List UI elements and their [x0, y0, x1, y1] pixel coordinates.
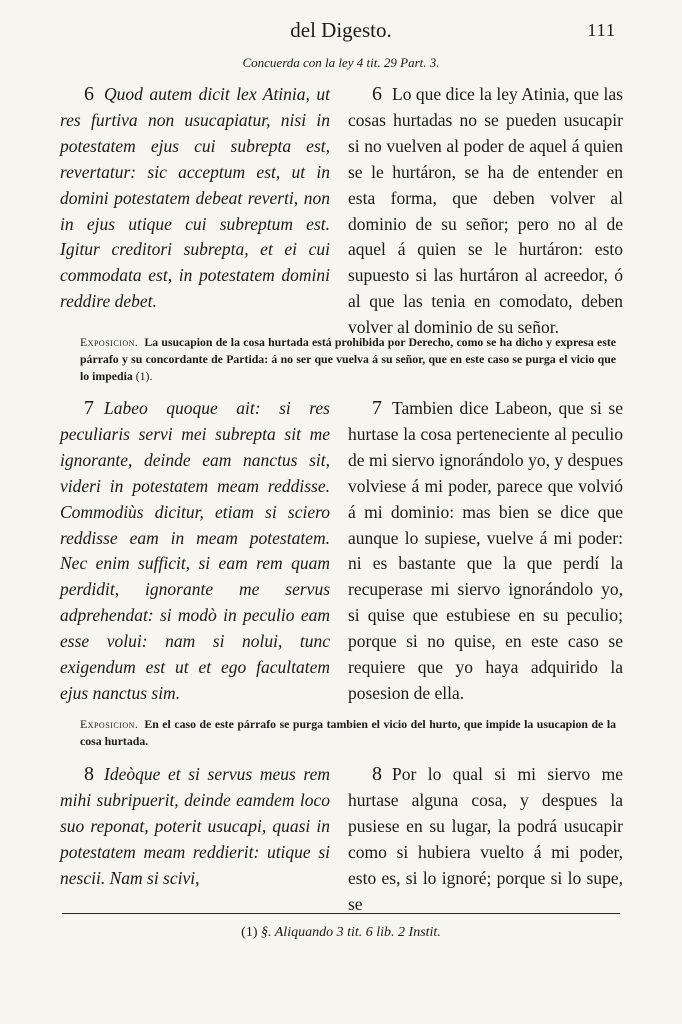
- section-8: [60, 762, 623, 914]
- footnote-divider: [62, 913, 620, 914]
- paragraph-number: 6: [84, 83, 94, 105]
- paragraph-number: 6: [372, 83, 382, 105]
- latin-text: Ideòque et si servus meus rem mihi subripuerit, deinde eamdem loco suo reponat, poterit usucapi, quasi in potestatem meam reddierit: utique si nescii. Nam si scivi,: [60, 764, 330, 888]
- page-header: [0, 18, 682, 48]
- exposicion-1: [80, 334, 616, 385]
- spanish-column: [348, 82, 623, 341]
- running-head: del Digesto.: [290, 18, 392, 42]
- paragraph-number: 8: [84, 763, 94, 785]
- spanish-column: [348, 762, 623, 917]
- latin-column: [60, 762, 330, 892]
- footnote-text: §. Aliquando 3 tit. 6 lib. 2 Instit.: [261, 925, 441, 940]
- footnote: [0, 925, 682, 941]
- section-6: [60, 82, 623, 338]
- latin-column: [60, 396, 330, 707]
- spanish-text: Por lo qual si mi siervo me hurtase alguna cosa, y despues la pusiese en su lugar, la podrá usucapir como si hubiera vuelto á mi poder, esto es, si lo ignoré; porque si lo supe, se: [348, 764, 623, 914]
- spanish-text: Lo que dice la ley Atinia, que las cosas hurtadas no se pueden usucapir si no vuelven al poder de aquel á quien se le hurtáron, se ha de entender en esta forma, que deben volver al dominio de su señor; pero no al de aquel á quien se le hurtáron: esto supuesto si las hurtáron al acreedor, ó al que las tenia en comodato, deben volver al dominio de su señor.: [348, 84, 623, 338]
- exposicion-text: En el caso de este párrafo se purga tambien el vicio del hurto, que impide la usucapion de la cosa hurtada.: [80, 717, 616, 748]
- spanish-column: [348, 396, 623, 707]
- latin-text: Quod autem dicit lex Atinia, ut res furtiva non usucapiatur, nisi in potestatem ejus cui subrepta est, revertatur: sic acceptum est, ut in domini potestatem debeat reverti, non in ejus utique cui subreptum est. Igitur creditori subrepta, et ei cui commodata est, in potestatem domini reddire debet.: [60, 84, 330, 312]
- section-7: [60, 396, 623, 711]
- paragraph-number: 8: [372, 763, 382, 785]
- page-number: 111: [587, 20, 616, 40]
- paragraph-number: 7: [372, 397, 382, 419]
- exposicion-2: [80, 716, 616, 750]
- latin-text: Labeo quoque ait: si res peculiaris servi mei subrepta sit me ignorante, deinde eam nanctus sit, videri in potestatem meam reddisse. Commodiùs dicitur, etiam si sciero reddisse eam in meam potestatem. Nec enim sufficit, si eam rem quam perdidit, ignorante me servus adprehendat: si modò in peculio eam esse volui: nam si nolui, tunc exigendum est ut et ego facultatem ejus nanctus sim.: [60, 398, 330, 703]
- concordance-note: Concuerda con la ley 4 tit. 29 Part. 3.: [242, 55, 440, 70]
- footnote-reference: (1).: [135, 369, 153, 383]
- exposicion-text: La usucapion de la cosa hurtada está prohibida por Derecho, como se ha dicho y expresa este párrafo y su concordante de Partida: á no ser que vuelva á su señor, que en este caso se purga el vicio que lo impedia: [80, 335, 616, 383]
- exposicion-label: Exposicion.: [80, 717, 139, 731]
- spanish-text: Tambien dice Labeon, que si se hurtase la cosa perteneciente al peculio de mi siervo ignorándolo yo, y despues volviese á mi poder, parece que volvió á mi dominio: mas bien se dice que aunque lo supiese, vuelve á mi poder: ni es bastante que la que perdí la recuperase mi siervo ignorándolo yo, si quise que estubiese en su peculio; porque si no quise, en este caso se requiere que yo haya adquirido la posesion de ella.: [348, 398, 623, 703]
- paragraph-number: 7: [84, 397, 94, 419]
- footnote-marker: (1): [241, 925, 258, 940]
- exposicion-label: Exposicion.: [80, 335, 139, 349]
- latin-column: [60, 82, 330, 315]
